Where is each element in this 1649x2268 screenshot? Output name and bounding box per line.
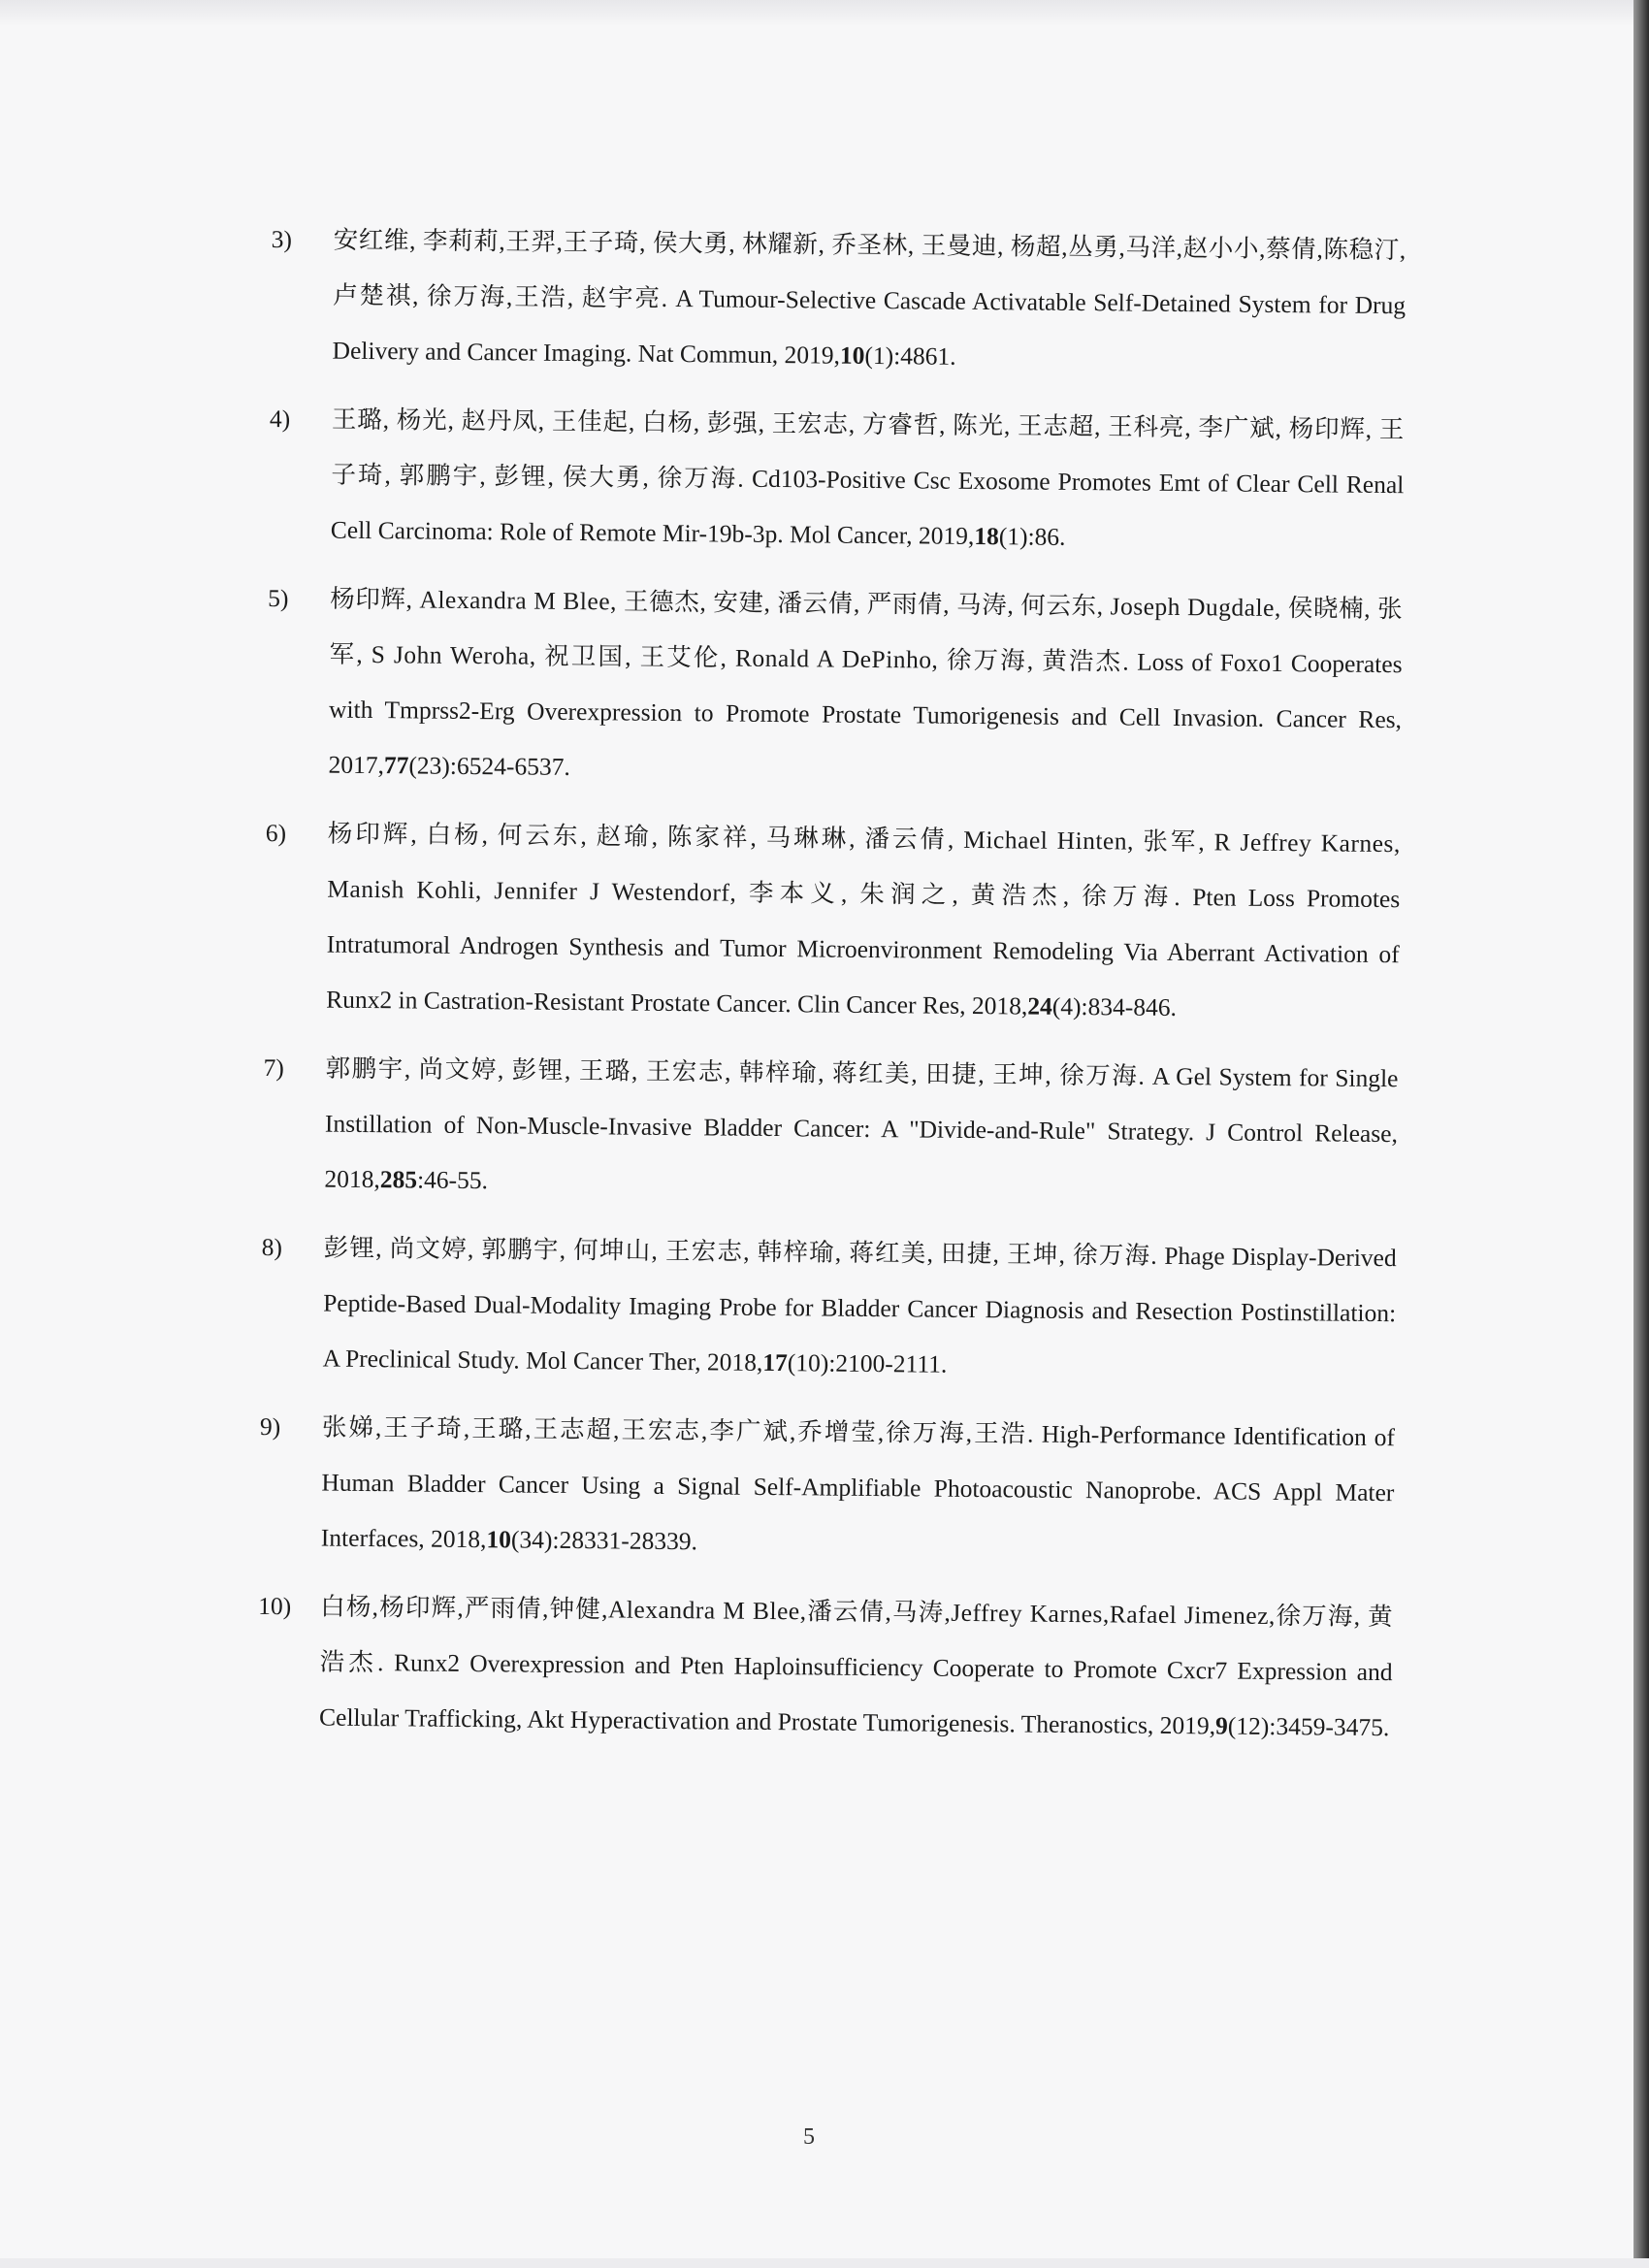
- reference-pages: (4):834-846.: [1051, 991, 1178, 1021]
- reference-item-9: [259, 1399, 1396, 1575]
- reference-number: 4): [269, 404, 291, 434]
- reference-number: 8): [261, 1232, 283, 1262]
- reference-number: 6): [265, 818, 287, 848]
- reference-number: 9): [259, 1411, 281, 1442]
- reference-pages: (1):86.: [998, 522, 1066, 551]
- page-number: 5: [803, 2124, 815, 2150]
- reference-authors: 安红维, 李莉莉,王羿,王子琦, 侯大勇, 林耀新, 乔圣林, 王曼迪, 杨超,丛勇,马洋,赵小小,蔡倩,陈稳汀,卢楚祺, 徐万海,王浩, 赵宇亮.: [333, 225, 1406, 312]
- reference-volume: 10: [839, 340, 865, 370]
- reference-pages: (10):2100-2111.: [787, 1348, 948, 1378]
- reference-item-10: [257, 1578, 1394, 1755]
- reference-title-journal: Cd103-Positive Csc Exosome Promotes Emt of Clear Cell Renal Cell Carcinoma: Role of Remote Mir-19b-3p. Mol Cancer, 2019,: [330, 464, 1405, 550]
- reference-volume: 285: [379, 1165, 418, 1194]
- reference-item-4: [269, 391, 1406, 567]
- reference-number: 7): [263, 1053, 284, 1083]
- reference-item-7: [262, 1040, 1399, 1216]
- reference-authors: 张娣,王子琦,王璐,王志超,王宏志,李广斌,乔增莹,徐万海,王浩.: [321, 1412, 1035, 1448]
- reference-title-journal: Runx2 Overexpression and Pten Haploinsufficiency Cooperate to Promote Cxcr7 Expression and Cellular Trafficking, Akt Hyperactivation and Prostate Tumorigenesis. Theranostics, 2019,: [318, 1648, 1393, 1740]
- reference-volume: 17: [762, 1347, 788, 1377]
- reference-item-3: [270, 211, 1406, 388]
- reference-pages: (1):4861.: [864, 340, 956, 371]
- reference-volume: 77: [383, 751, 409, 780]
- reference-number: 3): [271, 224, 293, 254]
- scan-top-edge: [0, 0, 1649, 25]
- reference-item-8: [260, 1219, 1397, 1396]
- reference-title-journal: High-Performance Identification of Human Bladder Cancer Using a Signal Self-Amplifiable Photoacoustic Nanoprobe. ACS Appl Mater Interfaces, 2018,: [320, 1419, 1396, 1554]
- reference-pages: (12):3459-3475.: [1227, 1711, 1390, 1742]
- reference-volume: 10: [486, 1525, 512, 1554]
- scan-bottom-edge: [0, 2258, 1649, 2268]
- reference-authors: 彭锂, 尚文婷, 郭鹏宇, 何坤山, 王宏志, 韩梓瑜, 蒋红美, 田捷, 王坤, 徐万海.: [323, 1233, 1158, 1270]
- reference-item-6: [264, 805, 1401, 1037]
- reference-number: 5): [268, 583, 289, 613]
- reference-title-journal: Phage Display-Derived Peptide-Based Dual-Modality Imaging Probe for Bladder Cancer Diagnosis and Resection Postinstillation: A Preclinical Study. Mol Cancer Ther, 2018,: [322, 1241, 1397, 1377]
- reference-pages: (23):6524-6537.: [408, 751, 570, 781]
- reference-number: 10): [258, 1591, 292, 1621]
- reference-list: [257, 211, 1406, 1768]
- scan-right-edge: [1633, 0, 1649, 2268]
- reference-volume: 9: [1214, 1711, 1228, 1740]
- reference-authors: 郭鹏宇, 尚文婷, 彭锂, 王璐, 王宏志, 韩梓瑜, 蒋红美, 田捷, 王坤, 徐万海.: [325, 1053, 1146, 1090]
- reference-title-journal: Loss of Foxo1 Cooperates with Tmprss2-Erg Overexpression to Promote Prostate Tumorigenesis and Cell Invasion. Cancer Res, 2017,: [328, 647, 1403, 780]
- reference-pages: :46-55.: [416, 1165, 489, 1195]
- reference-authors: 杨印辉, 白杨, 何云东, 赵瑜, 陈家祥, 马琳琳, 潘云倩, Michael Hinten, 张军, R Jeffrey Karnes, Manish Kohli, Jennifer J Westendorf, 李本义, 朱润之, 黄浩杰, 徐万海.: [327, 819, 1401, 912]
- reference-pages: (34):28331-28339.: [510, 1525, 698, 1556]
- reference-title-journal: A Tumour-Selective Cascade Activatable Self-Detained System for Drug Delivery and Cancer Imaging. Nat Commun, 2019,: [332, 283, 1406, 370]
- reference-authors: 杨印辉, Alexandra M Blee, 王德杰, 安建, 潘云倩, 严雨倩, 马涛, 何云东, Joseph Dugdale, 侯晓楠, 张军, S John Weroha, 祝卫国, 王艾伦, Ronald A DePinho, 徐万海, 黄浩杰.: [329, 584, 1404, 676]
- reference-item-5: [266, 570, 1403, 802]
- reference-volume: 24: [1027, 991, 1052, 1021]
- reference-title-journal: Pten Loss Promotes Intratumoral Androgen Synthesis and Tumor Microenvironment Remodeling Via Aberrant Activation of Runx2 in Castration-Resistant Prostate Cancer. Clin Cancer Res, 2018,: [326, 883, 1401, 1021]
- reference-authors: 白杨,杨印辉,严雨倩,钟健,Alexandra M Blee,潘云倩,马涛,Jeffrey Karnes,Rafael Jimenez,徐万海, 黄浩杰.: [319, 1592, 1394, 1677]
- reference-authors: 王璐, 杨光, 赵丹凤, 王佳起, 白杨, 彭强, 王宏志, 方睿哲, 陈光, 王志超, 王科亮, 李广斌, 杨印辉, 王子琦, 郭鹏宇, 彭锂, 侯大勇, 徐万海.: [331, 405, 1406, 493]
- reference-title-journal: A Gel System for Single Instillation of Non-Muscle-Invasive Bladder Cancer: A "Divide-and-Rule" Strategy. J Control Release, 2018,: [324, 1061, 1399, 1194]
- reference-volume: 18: [974, 521, 999, 551]
